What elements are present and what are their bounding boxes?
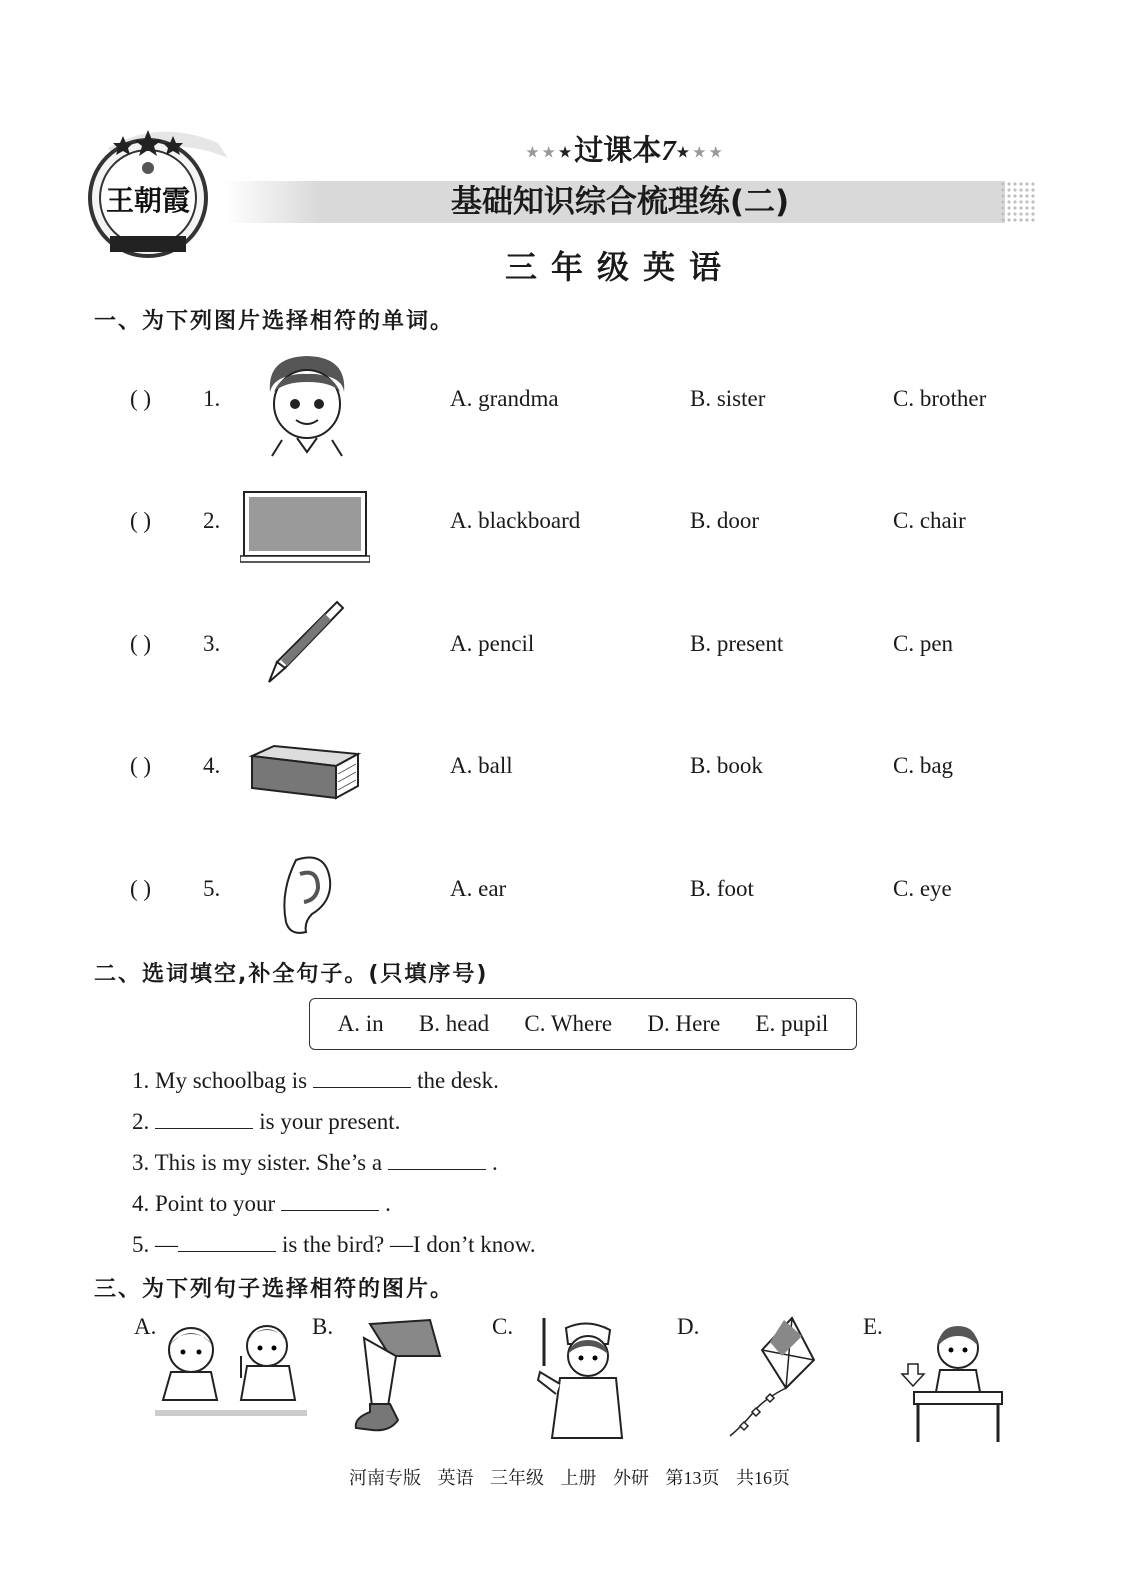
option-a: A. ball [450,753,513,778]
lesson-text: 过课本 [574,133,662,167]
fill-blank[interactable] [155,1110,253,1129]
boy-face-picture [262,352,352,458]
book-picture [246,744,362,802]
option-b: B. foot [690,876,754,901]
word-option: B. head [418,1011,490,1036]
section2-title: 二、选词填空,补全句子。(只填序号) [94,962,489,987]
question-number: 3. [203,631,221,656]
option-a: A. pencil [450,631,535,656]
answer-blank[interactable]: ( ) [130,753,152,778]
leg-foot-picture [350,1316,446,1436]
option-c: C. eye [893,876,952,901]
sentence-3 [132,1150,498,1176]
option-c: C. chair [893,508,966,533]
lesson-number: 7 [661,135,676,167]
section1-title: 一、为下列图片选择相符的单词。 [94,309,455,334]
option-a: A. ear [450,876,507,901]
sentence-text: . [492,1150,498,1175]
answer-blank[interactable]: ( ) [130,631,152,656]
sentence-text: . [385,1191,391,1216]
sentence-text: 3. This is my sister. She’s a [132,1150,383,1175]
star-icon: ★ [675,142,693,162]
answer-blank[interactable]: ( ) [130,386,152,411]
option-c: C. pen [893,631,954,656]
sentence-text: is the bird? —I don’t know. [282,1232,536,1257]
answer-blank[interactable]: ( ) [130,876,152,901]
word-option: C. Where [524,1011,613,1036]
sentence-5 [132,1232,536,1258]
star-icon: ★ [557,142,575,162]
lesson-label [500,128,750,168]
star-icon: ★★ [525,142,558,162]
option-b: B. present [690,631,784,656]
pupil-sitting-picture [900,1318,1004,1444]
page-title: 基础知识综合梳理练(二) [450,184,790,220]
sentence-4 [132,1191,391,1217]
question-number: 2. [203,508,221,533]
nurse-picture [526,1314,626,1442]
section3-title: 三、为下列句子选择相符的图片。 [94,1277,455,1302]
option-b: B. door [690,508,759,533]
fill-blank[interactable] [281,1192,379,1211]
star-icon: ★★ [692,142,725,162]
fill-blank[interactable] [313,1069,411,1088]
sentence-text: 1. My schoolbag is [132,1068,308,1093]
sentence-text: is your present. [259,1109,401,1134]
question-number: 1. [203,386,221,411]
ribbon-dots [1000,181,1036,223]
option-b: B. book [690,753,763,778]
option-c: C. bag [893,753,954,778]
sentence-2 [132,1109,400,1135]
sentence-text: 5. — [132,1232,178,1257]
subtitle: 三年级英语 [504,248,735,286]
word-option: A. in [337,1011,384,1036]
sentence-text: 2. [132,1109,150,1134]
sentence-1 [132,1068,499,1094]
word-option: E. pupil [755,1011,829,1036]
kids-pointing-picture [155,1316,307,1418]
picture-label-a: A. [134,1314,157,1339]
sentence-text: 4. Point to your [132,1191,276,1216]
pen-picture [265,598,345,684]
fill-blank[interactable] [388,1151,486,1170]
kite-picture [722,1316,816,1440]
answer-blank[interactable]: ( ) [130,508,152,533]
option-c: C. brother [893,386,987,411]
picture-label-e: E. [863,1314,883,1339]
page-footer: 河南专版 英语 三年级 上册 外研 第13页 共16页 [349,1468,790,1488]
question-number: 5. [203,876,221,901]
word-option: D. Here [647,1011,721,1036]
picture-label-d: D. [677,1314,700,1339]
fill-blank[interactable] [178,1233,276,1252]
logo-text: 王朝霞 [105,184,191,217]
publisher-logo [78,118,228,268]
option-a: A. blackboard [450,508,581,533]
word-bank [309,998,857,1050]
ear-picture [276,852,336,938]
question-number: 4. [203,753,221,778]
picture-label-b: B. [312,1314,334,1339]
option-b: B. sister [690,386,766,411]
option-a: A. grandma [450,386,559,411]
blackboard-picture [240,490,370,564]
sentence-text: the desk. [417,1068,499,1093]
picture-label-c: C. [492,1314,514,1339]
